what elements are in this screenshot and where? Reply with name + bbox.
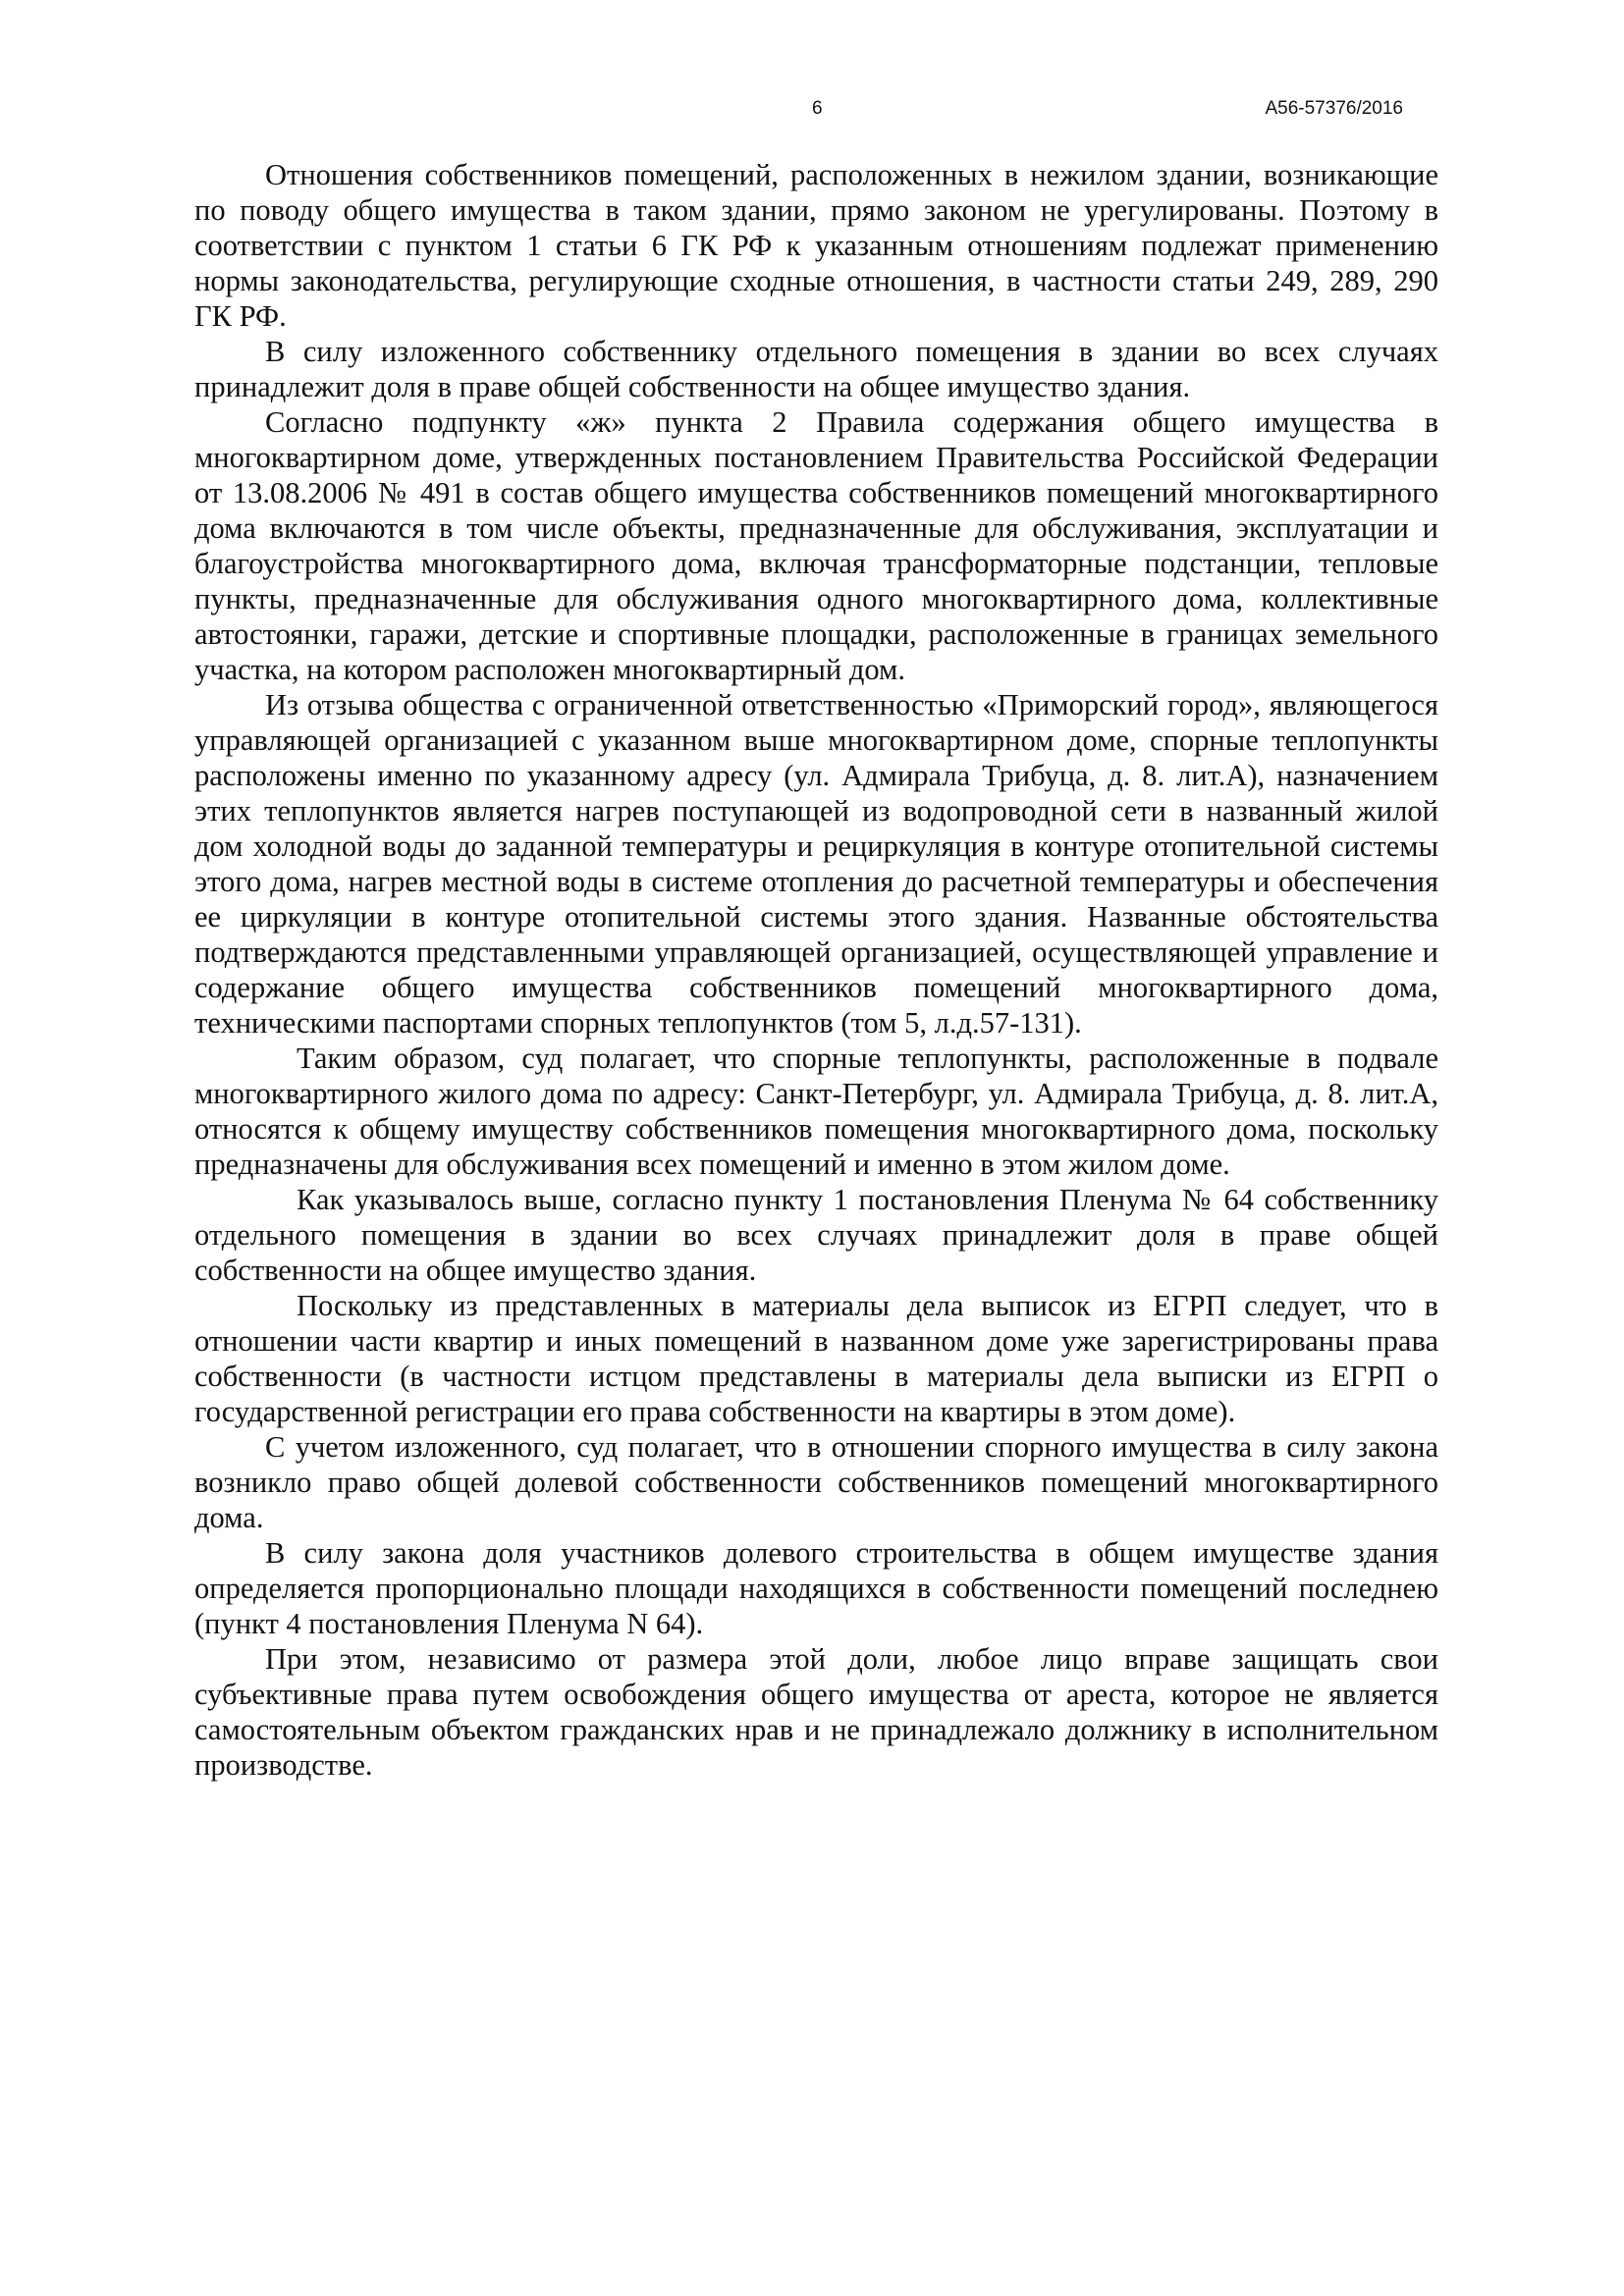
- paragraph-3: Согласно подпункту «ж» пункта 2 Правила содержания общего имущества в многоквартирном доме, утвержденных постановлением Правительства Российской Федерации от 13.08.2006 № 491 в состав общего имущества собственников помещений многоквартирного дома включаются в том числе объекты, предназначенные для обслуживания, эксплуатации и благоустройства многоквартирного дома, включая трансформаторные подстанции, тепловые пункты, предназначенные для обслуживания одного многоквартирного дома, коллективные автостоянки, гаражи, детские и спортивные площадки, расположенные в границах земельного участка, на котором расположен многоквартирный дом.: [194, 405, 1438, 686]
- document-body: [194, 157, 1438, 1783]
- paragraph-4: Из отзыва общества с ограниченной ответственностью «Приморский город», являющегося управляющей организацией с указанном выше многоквартирном доме, спорные теплопункты расположены именно по указанному адресу (ул. Адмирала Трибуца, д. 8. лит.А), назначением этих теплопунктов является нагрев поступающей из водопроводной сети в названный жилой дом холодной воды до заданной температуры и рециркуляция в контуре отопительной системы этого дома, нагрев местной воды в системе отопления до расчетной температуры и обеспечения ее циркуляции в контуре отопительной системы этого здания. Названные обстоятельства подтверждаются представленными управляющей организацией, осуществляющей управление и содержание общего имущества собственников помещений многоквартирного дома, техническими паспортами спорных теплопунктов (том 5, л.д.57-131).: [194, 688, 1438, 1040]
- paragraph-9: В силу закона доля участников долевого строительства в общем имуществе здания определяется пропорционально площади находящихся в собственности помещений последнею (пункт 4 постановления Пленума N 64).: [194, 1536, 1438, 1640]
- page-header: [0, 98, 1624, 128]
- paragraph-7: Поскольку из представленных в материалы дела выписок из ЕГРП следует, что в отношении части квартир и иных помещений в названном доме уже зарегистрированы права собственности (в частности истцом представлены в материалы дела выписки из ЕГРП о государственной регистрации его права собственности на квартиры в этом доме).: [194, 1289, 1438, 1428]
- page-number: 6: [812, 98, 823, 119]
- paragraph-6: Как указывалось выше, согласно пункту 1 постановления Пленума № 64 собственнику отдельного помещения в здании во всех случаях принадлежит доля в праве общей собственности на общее имущество здания.: [194, 1183, 1438, 1287]
- paragraph-1: Отношения собственников помещений, расположенных в нежилом здании, возникающие по поводу общего имущества в таком здании, прямо законом не урегулированы. Поэтому в соответствии с пунктом 1 статьи 6 ГК РФ к указанным отношениям подлежат применению нормы законодательства, регулирующие сходные отношения, в частности статьи 249, 289, 290 ГК РФ.: [194, 158, 1438, 333]
- paragraph-8: С учетом изложенного, суд полагает, что в отношении спорного имущества в силу закона возникло право общей долевой собственности собственников помещений многоквартирного дома.: [194, 1430, 1438, 1534]
- case-number: А56-57376/2016: [1265, 98, 1403, 119]
- paragraph-5: Таким образом, суд полагает, что спорные теплопункты, расположенные в подвале многоквартирного жилого дома по адресу: Санкт-Петербург, ул. Адмирала Трибуца, д. 8. лит.А, относятся к общему имуществу собственников помещения многоквартирного дома, поскольку предназначены для обслуживания всех помещений и именно в этом жилом доме.: [194, 1041, 1438, 1181]
- paragraph-2: В силу изложенного собственнику отдельного помещения в здании во всех случаях принадлежит доля в праве общей собственности на общее имущество здания.: [194, 335, 1438, 403]
- paragraph-10: При этом, независимо от размера этой доли, любое лицо вправе защищать свои субъективные права путем освобождения общего имущества от ареста, которое не является самостоятельным объектом гражданских нрав и не принадлежало должнику в исполнительном производстве.: [194, 1642, 1438, 1782]
